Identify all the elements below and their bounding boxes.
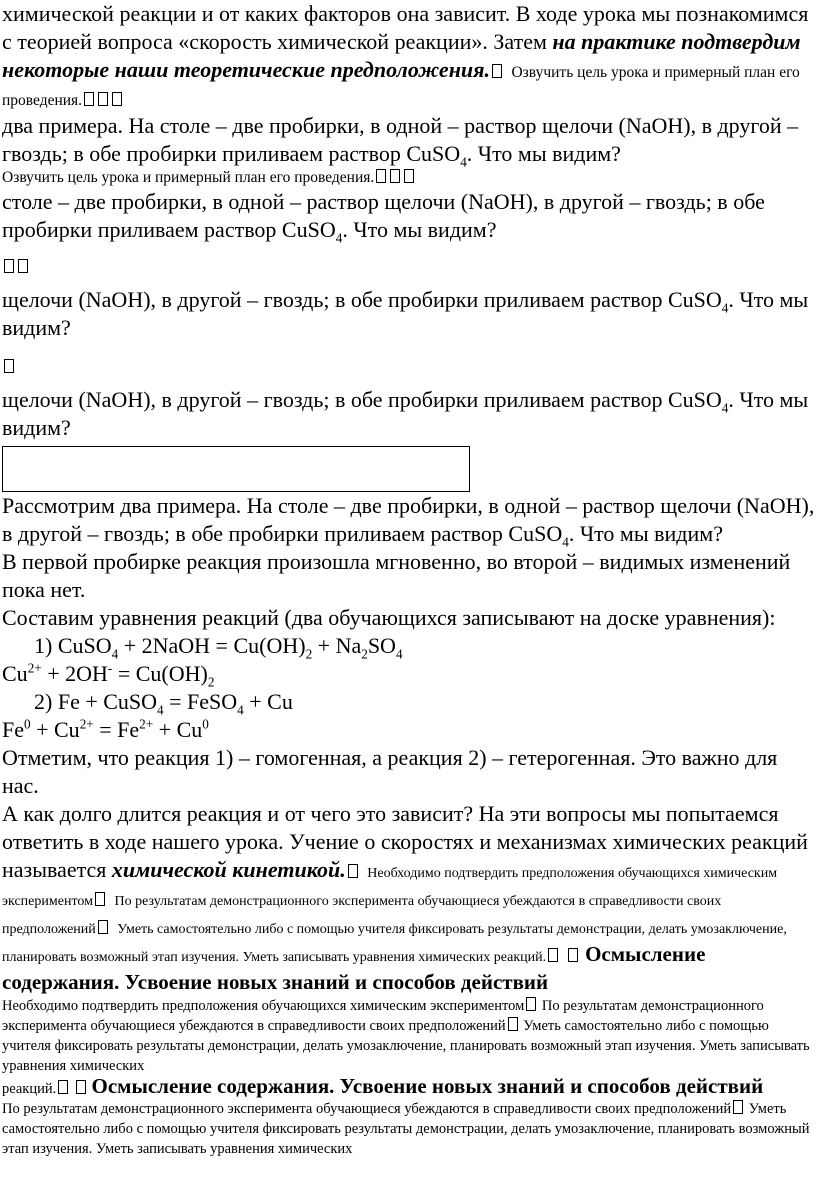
equation-part: CuSO <box>57 633 112 658</box>
equation-label: 1) <box>34 633 58 658</box>
intro-dot: . <box>484 57 490 82</box>
equation-1 <box>0 632 816 660</box>
note-3-end: реакций. <box>2 1081 57 1097</box>
subscript: 4 <box>111 646 119 662</box>
paragraph-consider <box>0 492 816 548</box>
subscript: 4 <box>562 534 569 550</box>
equation-part: = Cu(OH) <box>112 661 208 686</box>
missing-glyph-icon <box>508 1017 518 1031</box>
subscript: 4 <box>335 230 343 246</box>
paragraph-homogeneous: Отметим, что реакция 1) – гомогенная, а реакция 2) – гетерогенная. Это важно для нас. <box>2 745 778 798</box>
paragraph-alkali-1 <box>0 286 816 342</box>
equation-part: Fe + CuSO <box>57 689 158 714</box>
intro-small-note: Озвучить цель урока и примерный план его проведения. <box>2 64 800 109</box>
superscript: - <box>107 660 113 676</box>
paragraph-two-examples <box>0 112 816 168</box>
note-2: Уметь самостоятельно либо с помощью учителя фиксировать результаты демонстрации, делать умозаключение, планировать возможный этап изучения. Уметь записывать уравнения химических <box>2 1101 810 1157</box>
superscript: 0 <box>24 716 31 732</box>
equation-part: + Na <box>312 633 362 658</box>
intro-text: химической реакции и от каких факторов она зависит. В ходе урока мы познакомимся с теорией вопроса «скорость химической реакции». Затем <box>2 1 809 54</box>
kinetics-emphasis: химической кинетикой <box>111 857 341 882</box>
subscript: 4 <box>237 702 244 718</box>
equation-part: + Cu <box>30 717 80 742</box>
equation-1-ionic <box>0 660 816 688</box>
equation-part: Cu <box>2 661 28 686</box>
subscript: 4 <box>157 702 164 718</box>
alkali-text: щелочи (NaOH), в другой – гвоздь; в обе пробирки приливаем раствор CuSO <box>2 387 722 412</box>
alkali-text: щелочи (NaOH), в другой – гвоздь; в обе пробирки приливаем раствор CuSO <box>2 287 722 312</box>
missing-glyph-icon <box>95 892 105 906</box>
kinetics-note-3: Уметь самостоятельно либо с помощью учителя фиксировать результаты демонстрации, делать умозаключение, планировать возможный этап изучения. Уметь записывать уравнения химических реакций. <box>2 922 787 965</box>
section-heading: Осмысление содержания. Усвоение новых знаний и способов действий <box>91 1074 764 1098</box>
superscript: 2+ <box>27 660 42 676</box>
note-1: По результатам демонстрационного эксперимента обучающиеся убеждаются в справедливости своих предположений <box>2 1101 732 1117</box>
table-end: . Что мы видим? <box>342 217 497 242</box>
missing-glyph-icon <box>58 1080 68 1094</box>
missing-glyph-icon <box>548 948 558 962</box>
missing-glyph-icon <box>98 92 108 106</box>
equation-part: = Fe <box>93 717 140 742</box>
equation-part: + Cu <box>243 689 293 714</box>
paragraph-table <box>0 188 816 244</box>
kinetics-text: А как долго длится реакция и от чего это зависит? На эти вопросы мы попытаемся ответить в ходе нашего урока. Учение о скоростях и механизмах химических реакций называется <box>2 801 808 882</box>
kinetics-note-1: Необходимо подтвердить предположения обучающихся химическим экспериментом <box>2 866 778 909</box>
small-note-text: Озвучить цель урока и примерный план его проведения. <box>2 169 375 186</box>
alkali-end: . Что мы видим? <box>2 287 809 340</box>
paragraph-notes-3 <box>0 1099 816 1159</box>
paragraph-intro <box>0 0 816 112</box>
consider-end: . Что мы видим? <box>568 521 723 546</box>
table-text: столе – две пробирки, в одной – раствор щелочи (NaOH), в другой – гвоздь; в обе пробирки приливаем раствор CuSO <box>2 189 765 242</box>
missing-glyph-icon <box>4 359 14 373</box>
paragraph-first-tube: В первой пробирке реакция произошла мгновенно, во второй – видимых изменений пока нет. <box>2 549 791 602</box>
subscript: 4 <box>395 646 403 662</box>
missing-glyph-icon <box>733 1100 743 1114</box>
superscript: 0 <box>202 716 209 732</box>
superscript: 2+ <box>139 716 154 732</box>
intro-emphasis: на практике подтвердим некоторые наши теоретические предположения <box>2 29 801 82</box>
note-1: Необходимо подтвердить предположения обучающихся химическим экспериментом <box>2 998 525 1014</box>
missing-glyph-icon <box>84 92 94 106</box>
subscript: 2 <box>207 674 215 690</box>
equation-part: + 2NaOH = Cu(OH) <box>118 633 306 658</box>
paragraph-kinetics <box>0 800 816 996</box>
missing-glyph-icon <box>404 169 414 183</box>
equation-part: SO <box>367 633 396 658</box>
equation-2-ionic <box>0 716 816 744</box>
kinetics-note-2: По результатам демонстрационного эксперимента обучающиеся убеждаются в справедливости своих предположений <box>2 894 722 937</box>
equation-label: 2) <box>34 689 58 714</box>
two-examples-text: два примера. На столе – две пробирки, в одной – раствор щелочи (NaOH), в другой – гвоздь; в обе пробирки приливаем раствор CuSO <box>2 113 799 166</box>
missing-glyph-icon <box>526 997 536 1011</box>
note-3: Уметь самостоятельно либо с помощью учителя фиксировать результаты демонстрации, делать умозаключение, планировать возможный этап изучения. Уметь записывать уравнения химических <box>2 1018 810 1074</box>
missing-glyph-icon <box>492 64 502 78</box>
paragraph-notes-2 <box>0 996 816 1099</box>
subscript: 4 <box>721 300 729 316</box>
paragraph-compose-equations: Составим уравнения реакций (два обучающихся записывают на доске уравнения): <box>2 605 776 630</box>
equation-part: + 2OH <box>41 661 108 686</box>
missing-glyph-icon <box>76 1080 86 1094</box>
paragraph-alkali-2 <box>0 386 816 442</box>
subscript: 4 <box>460 154 467 170</box>
subscript: 2 <box>305 646 313 662</box>
alkali-end: . Что мы видим? <box>2 387 809 440</box>
two-examples-end: . Что мы видим? <box>466 141 621 166</box>
missing-glyph-icon <box>348 864 358 878</box>
paragraph-small-note <box>0 168 816 188</box>
subscript: 4 <box>721 400 729 416</box>
section-heading: Осмысление содержания. Усвоение новых знаний и способов действий <box>2 942 706 994</box>
superscript: 2+ <box>79 716 94 732</box>
missing-glyph-icon <box>390 169 400 183</box>
missing-glyph-icon <box>4 259 14 273</box>
missing-glyph-icon <box>112 92 122 106</box>
equation-part: + Cu <box>153 717 203 742</box>
missing-glyph-icon <box>568 948 578 962</box>
equation-part: = FeSO <box>163 689 238 714</box>
consider-text: Рассмотрим два примера. На столе – две пробирки, в одной – раствор щелочи (NaOH), в другой – гвоздь; в обе пробирки приливаем раствор CuSO <box>2 493 815 546</box>
glyph-row <box>0 358 816 378</box>
missing-glyph-icon <box>18 259 28 273</box>
equation-2 <box>0 688 816 716</box>
glyph-row <box>0 258 816 278</box>
empty-frame <box>2 446 470 492</box>
missing-glyph-icon <box>376 169 386 183</box>
note-2: По результатам демонстрационного эксперимента обучающиеся убеждаются в справедливости своих предположений <box>2 998 764 1034</box>
missing-glyph-icon <box>98 920 108 934</box>
kinetics-dot: . <box>340 857 346 882</box>
subscript: 2 <box>361 646 368 662</box>
equation-part: Fe <box>2 717 24 742</box>
